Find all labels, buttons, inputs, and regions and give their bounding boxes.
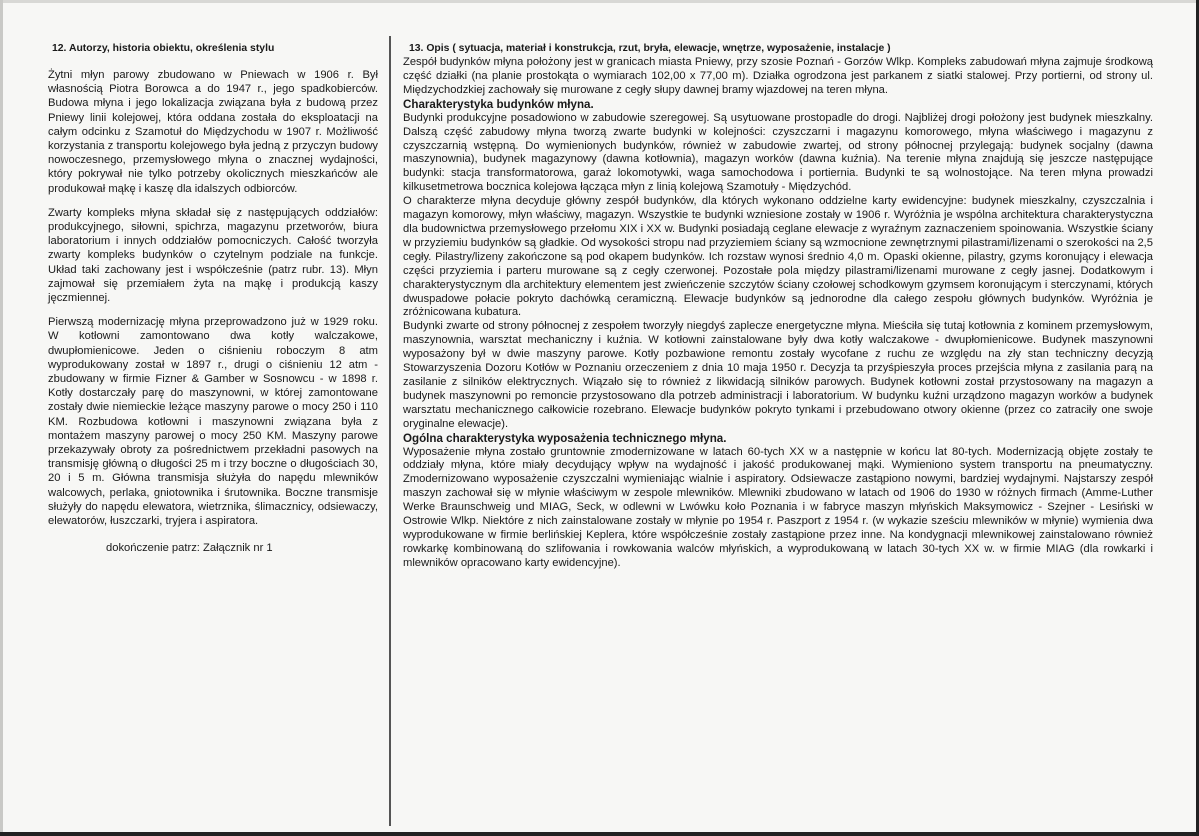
right-column (403, 42, 1153, 571)
section-12-heading: 12. Autorzy, historia obiektu, określenia stylu (52, 43, 275, 54)
history-paragraph-2: Zwarty kompleks młyna składał się z następujących oddziałów: produkcyjnego, siłowni, spichrza, magazynu przetworów, biura laboratorium i innych oddziałów pomocniczych. Całość tworzyła zwarty kompleks budynków o czytelnym podziale na funkcje. Układ taki zachowany jest i współcześnie (patrz rubr. 13). Młyn zajmował się przemiałem żyta na mąkę i produkcją kaszy jęczmiennej. (48, 206, 378, 305)
equipment-subheading: Ogólna charakterystyka wyposażenia technicznego młyna. (403, 431, 727, 445)
column-divider (389, 36, 391, 826)
description-paragraph-3: O charakterze młyna decyduje główny zespół budynków, dla których wykonano oddzielne karty ewidencyjne: budynek mieszkalny, czyszczalnia i magazyn komorowy, młyn właściwy, magazyn. Wszystkie te budynki wzniesione zostały w 1906 r. Wyróżnia je wspólna architektura charakterystyczna dla budownictwa przemysłowego przełomu XIX i XX w. Budynki posiadają ceglane elewacje z wyraźnym zaznaczeniem spoinowania. Wszystkie ściany w przyziemiu budynków są gładkie. Od wysokości stropu nad przyziemiem ściany są wzmocnione zewnętrznymi pilastrami/lizenami o szerokości na 2,5 cegły. Pilastry/lizeny zakończone są pod okapem budynków. Ich rozstaw wynosi średnio 4,0 m. Opaski okienne, pilastry, gzyms koronujący i elewacja części przyziemia i parteru murowane są z cegły czerwonej. Pozostałe pola między pilastrami/lizenami murowane z cegły jasnej. Dodatkowym i charakterystycznym dla architektury elementem jest zwieńczenie szczytów ściany czołowej schodkowym gzymsem koronującym i sterczynami, których dwuspadowe połacie pokryto dachówką ceramiczną. Elewacje budynków są jednorodne dla całego zespołu głównych budynków. Wyróżnia je zróżnicowana kubatura. (403, 195, 1153, 319)
continuation-note: dokończenie patrz: Załącznik nr 1 (106, 542, 273, 555)
section-13-heading: 13. Opis ( sytuacja, materiał i konstrukcja, rzut, bryła, elewacje, wnętrze, wyposażenie, instalacje ) (409, 43, 891, 54)
scan-edge-left (0, 0, 3, 836)
scan-edge-top (0, 0, 1199, 3)
description-paragraph-1: Zespół budynków młyna położony jest w granicach miasta Pniewy, przy szosie Poznań - Gorzów Wlkp. Kompleks zabudowań młyna zajmuje środkową część działki (na planie prostokąta o wymiarach 102,00 x 77,00 m). Działka ogrodzona jest parkanem z siatki stalowej. Przy portierni, od strony ul. Międzychodzkiej zachowały się murowane z cegły słupy dawnej bramy wjazdowej na teren młyna. (403, 56, 1153, 96)
scan-edge-bottom (0, 832, 1199, 836)
history-paragraph-1: Żytni młyn parowy zbudowano w Pniewach w 1906 r. Był własnością Piotra Borowca a do 1947 r., jego spadkobierców. Budowa młyna i jego lokalizacja związana była z budową przez Pniewy linii kolejowej, która oddana została do eksploatacji na całym odcinku z Szamotuł do Międzychodu w 1907 r. Możliwość korzystania z transportu kolejowego była jedną z przyczyn budowy nowoczesnego, przemysłowego młyna o znacznej wydajności, który pokrywał nie tylko potrzeby okolicznych mieszkańców ale produkował mąkę i kaszę dla idalszych odbiorców. (48, 69, 378, 195)
left-column (48, 42, 378, 554)
description-paragraph-2: Budynki produkcyjne posadowiono w zabudowie szeregowej. Są usytuowane prostopadle do drogi. Najbliżej drogi położony jest budynek mieszkalny. Dalszą część zabudowy młyna tworzą zwarte budynki w kolejności: czyszczarni i magazynu komorowego, młyna właściwego i magazynu z czyszczarnią wstępną. Do wymienionych budynków, również w zabudowie zwartej, od strony północnej przylegają: budynek socjalny (dawna maszynownia), budynek magazynowy (dawna kotłownia), magazyn worków (dawna kuźnia). Na terenie młyna znajdują się jeszcze następujące budynki: stacja transformatorowa, garaż lokomotywki, waga samochodowa i portiernia. Budynki te są wolnostojące. Na teren młyna prowadzi kilkusetmetrowa bocznica kolejowa łącząca młyn z linią kolejową Szamotuły - Międzychód. (403, 111, 1153, 194)
buildings-subheading: Charakterystyka budynków młyna. (403, 97, 594, 111)
description-paragraph-4: Budynki zwarte od strony północnej z zespołem tworzyły niegdyś zaplecze energetyczne młyna. Mieściła się tutaj kotłownia z kominem przemysłowym, maszynownia, warsztat mechaniczny i kuźnia. W kotłowni zainstalowane były dwa kotły walczakowe - dwupłomienicowe. Budynek maszynowni wyposażony był w dwie maszyny parowe. Kotły pozbawione remontu zostały wycofane z ruchu ze względu na zły stan techniczny decyzją Stowarzyszenia Dozoru Kotłów w Poznaniu orzeczeniem z dnia 10 maja 1950 r. Decyzja ta przyśpieszyła proces przejścia młyna z zasilania parą na zasilanie z silników elektrycznych. Wiązało się to również z likwidacją silników parowych. Budynek kotłowni został przystosowany na magazyn a budynek maszynowni po remoncie przystosowano dla potrzeb administracji i laboratorium. W budynku kuźni urządzono magazyn worków a budynek warsztatu mechanicznego całkowicie rozebrano. Elewacje budynków pokryto tynkami i przebudowano otwory okienne (przez co zatraciły one swoje oryginalne elewacje). (403, 320, 1153, 430)
history-paragraph-3: Pierwszą modernizację młyna przeprowadzono już w 1929 roku. W kotłowni zamontowano dwa kotły walczakowe, dwupłomienicowe. Jeden o ciśnieniu roboczym 8 atm wyprodukowany został w 1897 r., drugi o ciśnieniu 12 atm - zbudowany w firmie Fizner & Gamber w Sosnowcu - w 1898 r. Kotły dostarczały parę do maszynowni, w której zamontowane zostały dwie niemieckie leżące maszyny parowe o mocy 250 i 110 KM. Rozbudowa kotłowni i maszynowni związana była z montażem maszyny parowej o mocy 250 KM. Maszyny parowe przekazywały obroty za pośrednictwem przekładni pasowych na transmisję główną o długości 25 m i trzy boczne o długościach 30, 20 i 5 m. Główna transmisja służyła do napędu mlewników walcowych, perlaka, gniotownika i śrutownika. Boczne transmisje służyły do napędu elewatora, wietrznika, ślimacznicy, odsiewaczy, elewatorów, łuszczarki, tryjera i aspiratora. (48, 316, 378, 528)
description-paragraph-5: Wyposażenie młyna zostało gruntownie zmodernizowane w latach 60-tych XX w a następnie w końcu lat 80-tych. Modernizacją objęte zostały te oddziały młyna, które miały decydujący wpływ na wydajność i jakość produkowanej mąki. Wymieniono system transportu na pneumatyczny. Zmodernizowano wyposażenie czyszczalni wymieniając wialnie i aspiratory. Odsiewacze zastąpiono nowymi, bardziej wydajnymi. Najstarszy zespół maszyn zachował się w młynie właściwym w zespole mlewników. Mlewniki zbudowano w latach od 1906 do 1930 w różnych firmach (Amme-Luther Werke Braunschweig und MIAG, Seck, w odlewni w Lwówku koło Poznania i w fabryce maszyn młyńskich Maksymowicz - Szejner - Lesiński w Ostrowie Wlkp. Niektóre z nich zainstalowane zostały w młynie po 1954 r. Paszport z 1954 r. (w wykazie sześciu mlewników w młynie) wymienia dwa wyprodukowane w firmie berlińskiej Keplera, które współcześnie zostały zastąpione przez inne. Na kondygnacji mlewnikowej zainstalowano również rowkarkę kombinowaną do szlifowania i rowkowania walców młyńskich, a wyprodukowaną w latach 30-tych XX w. w firmie MIAG (dla rowkarki i mlewników opracowano karty ewidencyjne). (403, 445, 1153, 569)
